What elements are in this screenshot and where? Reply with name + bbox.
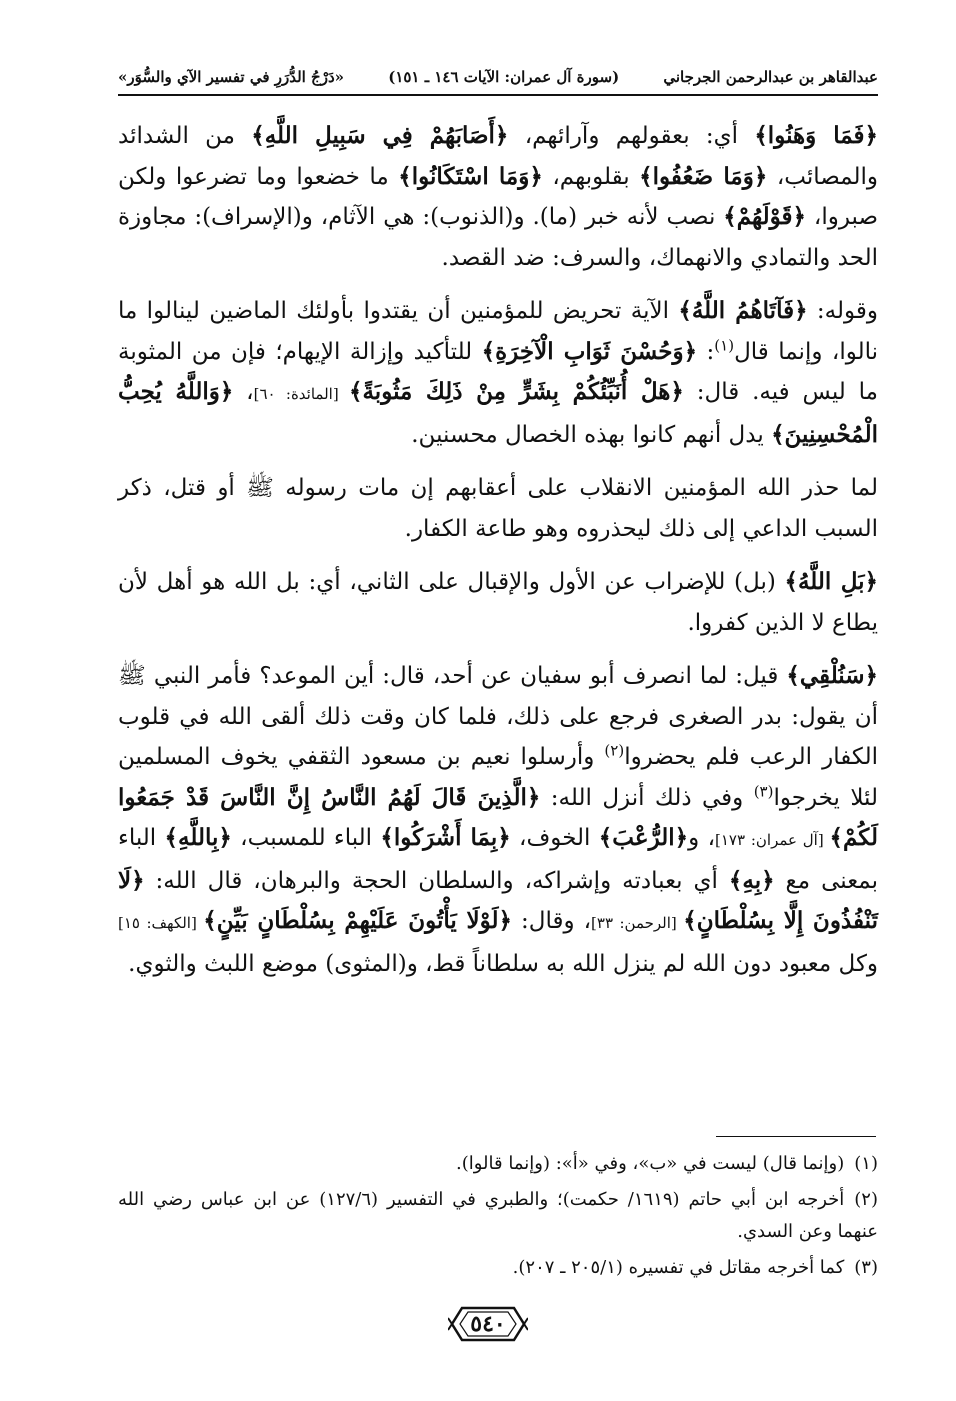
text-segment: أي: بعقولهم وآرائهم، [508,123,755,149]
quran-quote: ﴿وَمَا ضَعُفُوا﴾ [639,162,768,190]
text-segment: الباء بمعنى مع [118,825,878,894]
quran-quote: ﴿بِاللَّهِ﴾ [164,824,232,851]
quran-quote: ﴿هَلْ أُنَبِّئُكُمْ بِشَرٍّ مِنْ ذَلِكَ مَثُوبَةً﴾ [349,378,684,405]
text-segment: من الشدائد والمصائب، [118,123,878,190]
quran-quote: ﴿سَنُلْقِي﴾ [786,662,878,689]
header-rule [118,94,878,96]
text-segment: لما حذر الله المؤمنين الانقلاب على أعقابهم إن مات رسوله ﷺ أو قتل، ذكر السبب الداعي إلى ذلك ليحذروه وهو طاعة الكفار. [118,475,878,542]
text-segment: : [697,338,715,365]
header-book-title: «دَرْجُ الدُّرَرِ في تفسير الآي والسُّوَر» [118,68,345,86]
verse-reference: [آل عمران: ١٧٣] [715,831,830,849]
paragraph [118,116,878,278]
quran-quote: ﴿فَآتَاهُمُ اللَّهُ﴾ [678,297,808,324]
text-segment: وكل معبود دون الله لم ينزل الله به سلطاناً قط، و(المثوى) موضع اللبث والثوي. [128,950,878,977]
text-segment: يدل أنهم كانوا بهذه الخصال محسنين. [411,421,772,448]
paragraph [118,291,878,455]
page-number-badge [448,1304,528,1344]
text-segment: أي بعبادته وإشراكه، والسلطان الحجة والبرهان، قال الله: [144,867,729,894]
paragraph [118,468,878,549]
footnote-marker: (٣) [753,781,774,800]
footnote-item [118,1184,878,1248]
text-segment: ، وقال: [512,908,592,934]
text-segment: نصب لأنه خبر (ما). و(الذنوب): هي الآثام، و(الإسراف): مجاوزة الحد والتمادي والانهماك، والسرف: ضد القصد. [118,204,878,271]
text-segment: الخوف، [510,825,599,851]
text-segment: الباء للمسبب، [231,825,381,851]
verse-reference: [المائدة: ٦٠] [253,385,349,403]
verse-reference: [الرحمن: ٣٣] [591,914,684,932]
verse-reference: [الكهف: ١٥] [118,914,204,932]
text-segment: وقوله: [807,298,878,324]
quran-quote: ﴿أَصَابَهُمْ فِي سَبِيلِ اللَّهِ﴾ [251,122,509,149]
quran-quote: ﴿الَّذِينَ قَالَ لَهُمُ النَّاسُ إِنَّ النَّاسَ قَدْ جَمَعُوا لَكُمْ﴾ [118,783,878,851]
footnote-marker: (١) [714,335,735,354]
header-author: عبدالقاهر بن عبدالرحمن الجرجاني [663,68,878,86]
paragraph [118,656,878,984]
quran-quote: ﴿وَمَا اسْتَكَانُوا﴾ [398,162,543,190]
quran-quote: ﴿بِهِ﴾ [728,866,775,894]
quran-quote: ﴿لَا تَنْفُذُونَ إِلَّا بِسُلْطَانٍ﴾ [118,866,878,934]
text-segment: ، [233,379,254,405]
footnote-number: (١) [854,1153,878,1174]
running-header [118,64,878,90]
quran-quote: ﴿فَمَا وَهَنُوا﴾ [754,122,878,149]
main-text [118,116,878,997]
page-number: ٥٤٠ [470,1311,506,1337]
text-segment: الآية تحريض للمؤمنين أن يقتدوا بأولئك الماضين لينالوا ما نالوا، وإنما قال [118,298,879,365]
footnote-item [118,1252,878,1284]
text-segment: بقلوبهم، [542,163,640,190]
header-section: (سورة آل عمران: الآيات ١٤٦ ـ ١٥١) [388,68,620,86]
quran-quote: ﴿الرُّعْبَ﴾ [598,824,689,851]
footnotes [118,1148,878,1288]
text-segment: وأرسلوا نعيم بن مسعود الثقفي يخوف المسلمين لئلا يخرجوا [118,744,878,811]
text-segment: ، و [688,825,716,851]
text-segment: قيل: لما انصرف أبو سفيان عن أحد، قال: أين الموعد؟ فأمر النبي ﷺ أن يقول: بدر الصغرى فرجع على ذلك، فلما كان وقت ذلك ألقى الله في قلوب الكفار الرعب فلم يحضروا [118,663,878,770]
paragraph [118,562,878,643]
quran-quote: ﴿بِمَا أَشْرَكُوا﴾ [380,824,511,851]
quran-quote: ﴿بَلِ اللَّهُ﴾ [784,568,878,595]
footnote-marker: (٢) [604,741,625,760]
footnote-text: أخرجه ابن أبي حاتم (١٦١٩/ حكمت)؛ والطبري في التفسير (١٢٧/٦) عن ابن عباس رضي الله عنهما وعن السدي. [118,1189,878,1242]
footnote-item [118,1148,878,1180]
footnote-number: (٣) [854,1257,878,1278]
quran-quote: ﴿قَوْلَهُمْ﴾ [723,203,807,230]
footnote-text: كما أخرجه مقاتل في تفسيره (٢٠٥/١ ـ ٢٠٧). [512,1257,845,1278]
footnote-separator [716,1136,876,1137]
quran-quote: ﴿لَوْلَا يَأْتُونَ عَلَيْهِمْ بِسُلْطَانٍ بَيِّنٍ﴾ [203,907,513,934]
text-segment: ما خضعوا وما تضرعوا ولكن صبروا، [118,163,878,230]
quran-quote: ﴿وَاللَّهُ يُحِبُّ الْمُحْسِنِينَ﴾ [118,378,878,448]
footnote-number: (٢) [854,1189,878,1210]
text-segment: وفي ذلك أنزل الله: [540,784,754,811]
text-segment: (بل) للإضراب عن الأول والإقبال على الثاني، أي: بل الله هو أهل لأن يطاع لا الذين كفروا. [118,569,878,636]
quran-quote: ﴿وَحُسْنَ ثَوَابِ الْآخِرَةِ﴾ [481,337,698,365]
footnote-text: (وإنما قال) ليست في «ب»، وفي «أ»: (وإنما قالوا). [456,1153,845,1174]
text-segment: للتأكيد وإزالة الإيهام؛ فإن من المثوبة ما ليس فيه. قال: [118,338,878,405]
